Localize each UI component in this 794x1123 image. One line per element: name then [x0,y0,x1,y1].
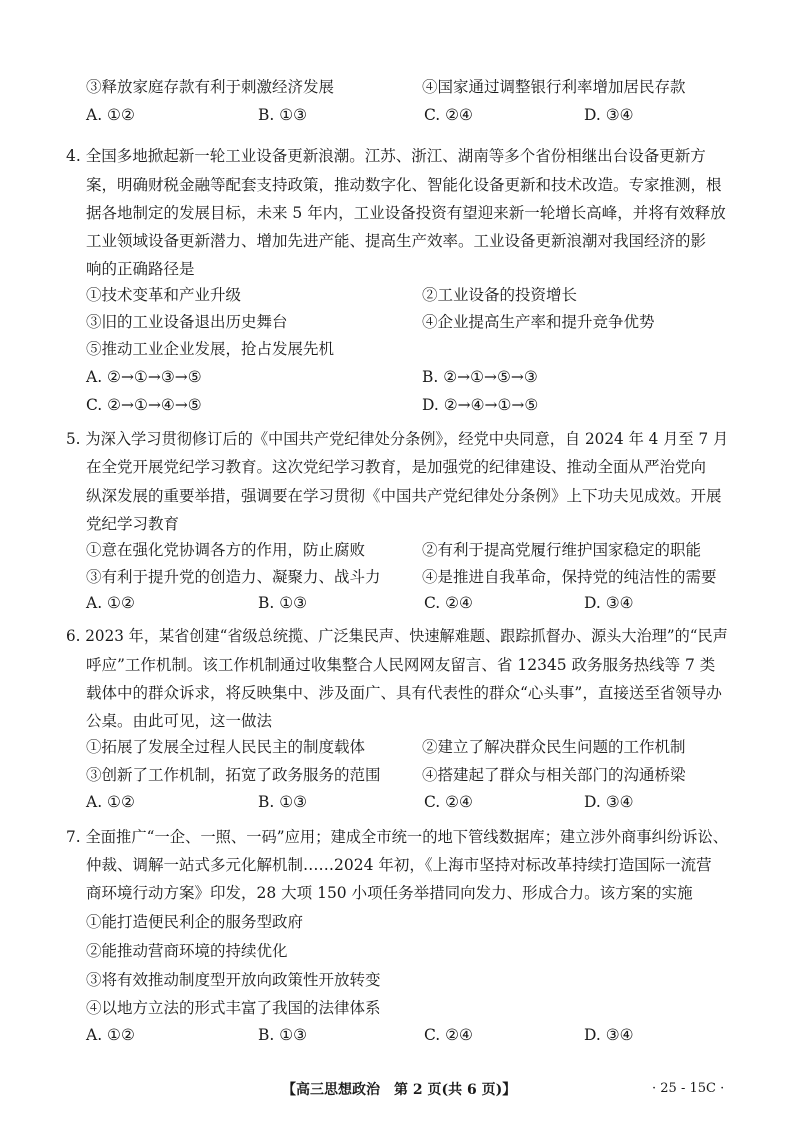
q6-statement-4: ④搭建起了群众与相关部门的沟通桥梁 [422,766,686,784]
q5-stem-line-2: 在全党开展党纪学习教育。这次党纪学习教育，是加强党的纪律建设、推动全面从严治党向 [86,458,707,476]
q4-stem-line-2: 案，明确财税金融等配套支持政策，推动数字化、智能化设备更新和技术改造。专家推测，根 [86,176,722,194]
q7-choices [86,1024,726,1046]
q5-choice-a: A. ①② [86,594,135,612]
q7-statement-3: ③将有效推动制度型开放向政策性开放转变 [86,971,381,989]
q4-statement-5: ⑤推动工业企业发展，抢占发展先机 [86,340,335,358]
q3-statement-3: ③释放家庭存款有利于刺激经济发展 [86,78,335,96]
q5-statement-4: ④是推进自我革命，保持党的纯洁性的需要 [422,568,717,586]
q6-stem-line-2: 呼应”工作机制。该工作机制通过收集整合人民网网友留言、省 12345 政务服务热线等 7 类 [86,656,716,674]
q5-statement-2: ②有利于提高党履行维护国家稳定的职能 [422,541,702,559]
q3-choice-b: B. ①③ [258,106,308,124]
q4-statement-2: ②工业设备的投资增长 [422,286,578,304]
q7-stem-line-3: 商环境行动方案》印发，28 大项 150 小项任务举措同向发力、形成合力。该方案的实施 [86,884,693,902]
q5-stem-line-4: 党纪学习教育 [86,515,180,533]
q4-stem-line-1: 4. 全国多地掀起新一轮工业设备更新浪潮。江苏、浙江、湖南等多个省份相继出台设备更新方 [66,147,706,165]
q7-choice-d: D. ③④ [584,1026,634,1044]
q4-choice-c: C. ②→①→④→⑤ [86,396,202,414]
q4-statement-4: ④企业提高生产率和提升竞争优势 [422,313,655,331]
q4-choice-d: D. ②→④→①→⑤ [422,396,539,414]
q7-stem-line-2: 仲裁、调解一站式多元化解机制……2024 年初，《上海市坚持对标改革持续打造国际一流营 [86,856,712,874]
q7-choice-b: B. ①③ [258,1026,308,1044]
q6-statement-3: ③创新了工作机制，拓宽了政务服务的范围 [86,766,381,784]
q7-choice-a: A. ①② [86,1026,135,1044]
q6-choice-c: C. ②④ [424,793,473,811]
q5-stem-line-1: 5. 为深入学习贯彻修订后的《中国共产党纪律处分条例》，经党中央同意，自 2024 年 4 月至 7 月 [66,430,729,448]
q6-choice-b: B. ①③ [258,793,308,811]
q4-statement-3: ③旧的工业设备退出历史舞台 [86,313,288,331]
q4-stem-line-3: 据各地制定的发展目标，未来 5 年内，工业设备投资有望迎来新一轮增长高峰，并将有效释放 [86,204,726,222]
q7-statement-4: ④以地方立法的形式丰富了我国的法律体系 [86,999,381,1017]
q6-choice-d: D. ③④ [584,793,634,811]
q4-stem-line-5: 响的正确路径是 [86,260,195,278]
q6-choice-a: A. ①② [86,793,135,811]
q5-statement-3: ③有利于提升党的创造力、凝聚力、战斗力 [86,568,381,586]
q4-choice-b: B. ②→①→⑤→③ [422,368,538,386]
q3-choice-c: C. ②④ [424,106,473,124]
q7-statement-1: ①能打造便民利企的服务型政府 [86,913,304,931]
q5-choice-d: D. ③④ [584,594,634,612]
q6-stem-line-4: 公桌。由此可见，这一做法 [86,712,273,730]
q3-choice-a: A. ①② [86,106,135,124]
q4-statement-1: ①技术变革和产业升级 [86,286,242,304]
q3-statement-4: ④国家通过调整银行利率增加居民存款 [422,78,686,96]
q3-choices [86,104,726,126]
q7-choice-c: C. ②④ [424,1026,473,1044]
q4-choice-a: A. ②→①→③→⑤ [86,368,202,386]
q7-statement-2: ②能推动营商环境的持续优化 [86,942,288,960]
q7-stem-line-1: 7. 全面推广“一企、一照、一码”应用；建成全市统一的地下管线数据库；建立涉外商事纠纷诉讼、 [66,828,729,846]
q6-stem-line-1: 6. 2023 年，某省创建“省级总统揽、广泛集民声、快速解难题、跟踪抓督办、源头大治理”的“民声 [66,627,728,645]
q5-stem-line-3: 纵深发展的重要举措，强调要在学习贯彻《中国共产党纪律处分条例》上下功夫见成效。开展 [86,487,722,505]
q6-stem-line-3: 载体中的群众诉求，将反映集中、涉及面广、具有代表性的群众“心头事”，直接送至省领导办 [86,684,722,702]
q6-choices [86,791,726,813]
q3-choice-d: D. ③④ [584,106,634,124]
page-footer-code: · 25 - 15C · [652,1081,725,1096]
page-footer-title: 【高三思想政治 第 2 页(共 6 页)】 [282,1082,517,1098]
q5-choice-b: B. ①③ [258,594,308,612]
q6-statement-1: ①拓展了发展全过程人民民主的制度载体 [86,738,366,756]
q6-statement-2: ②建立了解决群众民生问题的工作机制 [422,738,686,756]
q4-stem-line-4: 工业领域设备更新潜力、增加先进产能、提高生产效率。工业设备更新浪潮对我国经济的影 [86,232,707,250]
q5-choices [86,592,726,614]
q5-statement-1: ①意在强化党协调各方的作用，防止腐败 [86,541,366,559]
q5-choice-c: C. ②④ [424,594,473,612]
